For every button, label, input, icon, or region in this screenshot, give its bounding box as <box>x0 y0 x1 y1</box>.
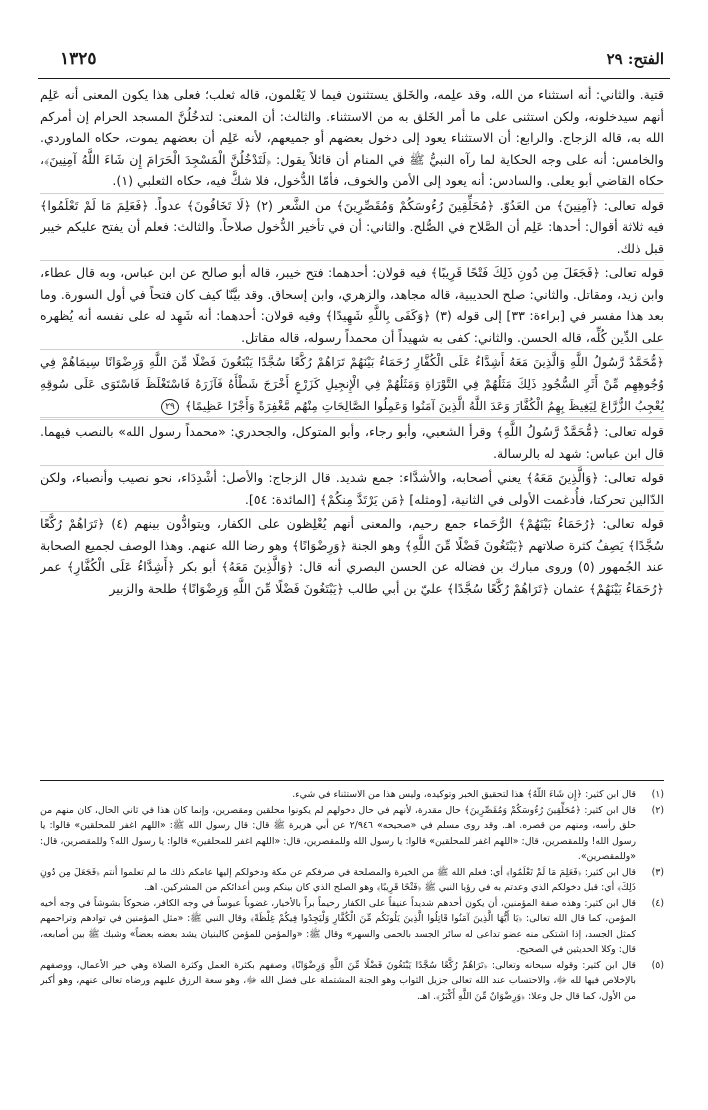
quran-verse-block <box>40 349 664 418</box>
footnote-number: (٣) <box>651 866 664 878</box>
footnote-text: قال ابن كثير: ﴿إِن شَاءَ اللَّهُ﴾ هذا لتحقيق الخبر وتوكيده، وليس هذا من الاستثناء في شيء. <box>292 789 636 800</box>
paragraph: قوله تعالى: ﴿فَجَعَلَ مِن دُونِ ذَلِكَ فَتْحًا قَرِيبًا﴾ فيه قولان: أحدهما: فتح خيبر، قاله أبو صالح عن ابن عباس، وبه قال عطاء، وابن زيد، ومقاتل. والثاني: صلح الحديبية، قاله مجاهد، والزهري، وابن إسحاق. وقد بيَّنّا كيف كان فتحاً في أول السورة. وما بعد هذا مفسر في [براءة: ٣٣] إلى قوله (٣) ﴿وَكَفَى بِاللَّهِ شَهِيدًا﴾ وفيه قولان: أحدهما: أنه شَهِد له على نفسه أنه يُظهره على الدِّين كُلِّه، قاله الحسن. والثاني: كفى به شهيداً أن محمداً رسوله، قاله مقاتل. <box>40 260 664 348</box>
page-header <box>60 46 664 72</box>
footnote-text: قال ابن كثير: وهذه صفة المؤمنين، أن يكون أحدهم شديداً عنيفاً على الكفار رحيماً براً بالأخيار، غضوباً عبوساً في وجه الكافر، ضحوكاً بشوشاً في وجه أخيه المؤمن، كما قال الله تعالى: ﴿يَا أَيُّهَا الَّذِينَ آمَنُوا قَاتِلُوا الَّذِينَ يَلُونَكُم مِّنَ الْكُفَّارِ وَلْيَجِدُوا فِيكُمْ غِلْظَةً﴾ وقال النبي ﷺ: «مثل المؤمنين في توادهم وتراحمهم كمثل الجسد، إذا اشتكى منه عضو تداعى له سائر الجسد بالحمى والسهر» وقال ﷺ: «والمؤمن للمؤمن كالبنيان يشد بعضه بعضاً» وشبك ﷺ بين أصابعه، قال: وكلا الحديثين في الصحيح. <box>40 897 636 955</box>
surah-ayah-label: الفتح: ٢٩ <box>606 50 664 68</box>
footnote <box>40 865 664 896</box>
paragraph: قوله تعالى: ﴿مُّحَمَّدٌ رَّسُولُ اللَّهِ﴾ وقرأ الشعبي، وأبو رجاء، وأبو المتوكل، والجحدري: «محمداً رسول الله» بالنصب فيهما. قال ابن عباس: شهد له بالرسالة. <box>40 419 664 464</box>
footnote-number: (١) <box>651 789 664 800</box>
footnote-number: (٢) <box>651 804 664 816</box>
footnote-text: قال ابن كثير: وقوله سبحانه وتعالى: ﴿تَرَاهُمْ رُكَّعًا سُجَّدًا يَبْتَغُونَ فَضْلًا مِّنَ اللَّهِ وَرِضْوَانًا﴾ وصفهم بكثرة العمل وكثرة الصلاة وهي خير الأعمال، ووصفهم بالإخلاص فيها لله ﷻ، والاحتساب عند الله تعالى جزيل الثواب وهو الجنة المشتملة على فضل الله ﷻ، وهو سعة الرزق عليهم ورضاه تعالى عنهم، وهو أكبر من الأول، كما قال جل وعلا: ﴿وَرِضْوَانٌ مِّنَ اللَّهِ أَكْبَرُ﴾. اهـ. <box>40 959 636 1002</box>
verse-number-marker: ٢٩ <box>161 399 179 415</box>
paragraph: قوله تعالى: ﴿رُحَمَاءُ بَيْنَهُمْ﴾ الرُّحَماء جمع رحيم، والمعنى أنهم يُغْلِظون على الكفار، ويتوادُّون بينهم (٤) ﴿تَرَاهُمْ رُكَّعًا سُجَّدًا﴾ يَصِفُ كثرة صلاتهم ﴿يَبْتَغُونَ فَضْلًا مِّنَ اللَّهِ﴾ وهو الجنة ﴿وَرِضْوَانًا﴾ وهو رضا الله عنهم. وهذا الوصف لجميع الصحابة عند الجُمهور (٥) وروى مبارك بن فضاله عن الحسن البصري أنه قال: ﴿وَالَّذِينَ مَعَهُ﴾ أبو بكر ﴿أَشِدَّاءُ عَلَى الْكُفَّارِ﴾ عمر ﴿رُحَمَاءُ بَيْنَهُمْ﴾ عثمان ﴿تَرَاهُمْ رُكَّعًا سُجَّدًا﴾ عليّ بن أبي طالب ﴿يَبْتَغُونَ فَضْلًا مِّنَ اللَّهِ وَرِضْوَانًا﴾ طلحة والزبير <box>40 511 664 599</box>
footnote-divider <box>40 780 664 781</box>
paragraph: قوله تعالى: ﴿وَالَّذِينَ مَعَهُ﴾ يعني أصحابه، والأشدَّاء: جمع شديد. قال الزجاج: والأصل: أشْدِدَاء، نحو نصيب وأنصباء، ولكن الدّالين تحركتا، فأُدغمت الأولى في الثانية، [ومثله] ﴿مَن يَرْتَدَّ مِنكُمْ﴾ [المائدة: ٥٤]. <box>40 465 664 510</box>
footnote-number: (٤) <box>651 897 664 909</box>
header-divider <box>38 78 670 79</box>
footnote <box>40 787 664 803</box>
footnotes <box>40 787 664 1103</box>
paragraph: قتية. والثاني: أنه استثناء من الله، وقد علِمه، والخَلق يستثنون فيما لا يَعْلمون، قاله ثعلب؛ فعلى هذا يكون المعنى أنه عَلِم أنهم سيدخلونه، ولكن استثنى على ما أمر الخَلق به من الاستثناء. والثالث: أن المعنى: لتدخُلُنَّ المسجد الحرام إن أمركم الله به، قاله الزجاج. والرابع: أن الاستثناء يعود إلى دخول بعضهم أو جميعهم، لأنه عَلِم أن بعضهم يموت، حكاه الماوردي. والخامس: أنه على وجه الحكاية لما رآه النبيُّ ﷺ في المنام أن قائلاً يقول: ﴿لَتَدْخُلُنَّ الْمَسْجِدَ الْحَرَامَ إِن شَاءَ اللَّهُ آمِنِينَ﴾، حكاه القاضي أبو يعلى. والسادس: أنه يعود إلى الأمن والخوف، فأمّا الدُّخول، فلا شكَّ فيه، حكاه الثعلبي (١). <box>40 87 664 188</box>
main-text <box>40 84 664 772</box>
footnote <box>40 896 664 958</box>
footnote <box>40 803 664 865</box>
footnote <box>40 958 664 1005</box>
footnote-number: (٥) <box>651 959 664 971</box>
page-number: ١٣٢٥ <box>60 49 97 69</box>
footnote-text: قال ابن كثير: ﴿فَعَلِمَ مَا لَمْ تَعْلَمُوا﴾ أي: فعلم الله ﷺ من الخيرة والمصلحة في صرفكم عن مكة ودخولكم إليها عامكم ذلك ما لم تعلموا أنتم ﴿فَجَعَلَ مِن دُونِ ذَلِكَ﴾ أي: قبل دخولكم الذي وعدتم به في رؤيا النبي ﷺ ﴿فَتْحًا قَرِيبًا﴾ وهو الصلح الذي كان بينكم وبين أعدائكم من المشركين. اهـ. <box>40 866 636 893</box>
paragraph: قوله تعالى: ﴿آمِنِينَ﴾ من العَدُوّ. ﴿مُحَلِّقِينَ رُءُوسَكُمْ وَمُقَصِّرِينَ﴾ من الشَّعر (٢) ﴿لَا تَخَافُونَ﴾ عدواً. ﴿فَعَلِمَ مَا لَمْ تَعْلَمُوا﴾ فيه ثلاثة أقوال: أحدها: عَلِم أن الصَّلاح في الصُّلح. والثاني: أن في تأخير الدُّخول صلاحاً. والثالث: فعلم أن يفتح عليكم خيبر قبل ذلك. <box>40 193 664 260</box>
verse-text: ﴿مُّحَمَّدٌ رَّسُولُ اللَّهِ وَالَّذِينَ مَعَهُ أَشِدَّاءُ عَلَى الْكُفَّارِ رُحَمَاءُ بَيْنَهُمْ تَرَاهُمْ رُكَّعًا سُجَّدًا يَبْتَغُونَ فَضْلًا مِّنَ اللَّهِ وَرِضْوَانًا سِيمَاهُمْ فِي وُجُوهِهِم مِّنْ أَثَرِ السُّجُودِ ذَلِكَ مَثَلُهُمْ فِي التَّوْرَاةِ وَمَثَلُهُمْ فِي الْإِنجِيلِ كَزَرْعٍ أَخْرَجَ شَطْأَهُ فَآزَرَهُ فَاسْتَغْلَظَ فَاسْتَوَى عَلَى سُوقِهِ يُعْجِبُ الزُّرَّاعَ لِيَغِيظَ بِهِمُ الْكُفَّارَ وَعَدَ اللَّهُ الَّذِينَ آمَنُوا وَعَمِلُوا الصَّالِحَاتِ مِنْهُم مَّغْفِرَةً وَأَجْرًا عَظِيمًا﴾ <box>40 355 664 413</box>
footnote-text: قال ابن كثير: ﴿مُحَلِّقِينَ رُءُوسَكُمْ وَمُقَصِّرِينَ﴾ حال مقدرة، لأنهم في حال دخولهم لم يكونوا محلقين ومقصرين، وإنما كان هذا في ثاني الحال، كان منهم من حلق رأسه، ومنهم من قصره. اهـ. وقد روى مسلم في «صحيحه» ٢/٩٤٦ عن أبي هريرة ﷺ قال: قال رسول الله ﷺ: «اللهم اغفر للمحلقين» قالوا: يا رسول الله! وللمقصرين، قال: «اللهم اغفر للمحلقين» قالوا: يا رسول الله وللمقصرين، قال: «اللهم اغفر للمحلقين» قالوا: يا رسول الله؟ وللمقصرين، قال: «وللمقصرين». <box>40 804 636 862</box>
